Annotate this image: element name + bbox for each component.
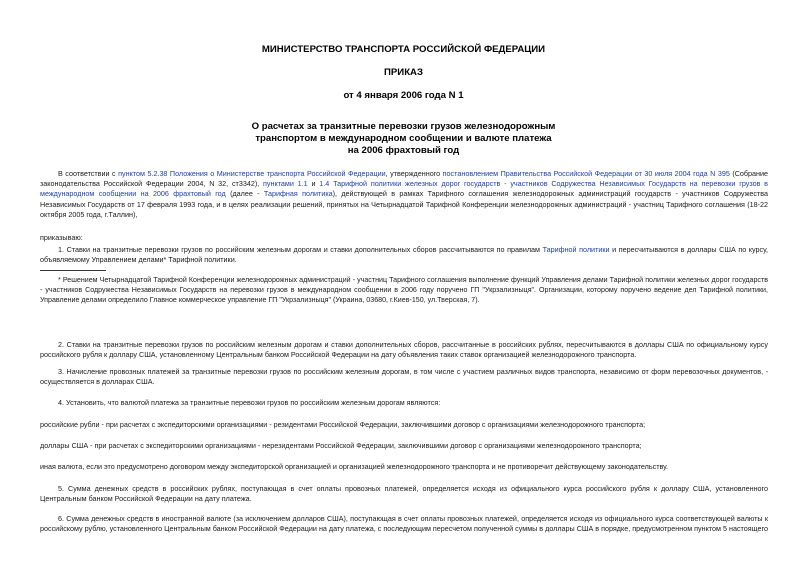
preamble-text: (Собрание законодательства Российской Федерации 2004, N 32, ст3342),: [40, 169, 769, 189]
document-type: ПРИКАЗ: [384, 67, 423, 78]
paragraph-2: 2. Ставки на транзитные перевозки грузов по российским железным дорогам и ставки дополнительных сборов, рассчитанные в российских рублях, пересчитываются в доллары США по официальному курсу российского рубля к доллару США, установленному Центральным банком Российской Федерации на дату объявления таких ставок организацией железнодорожного транспорта.: [40, 340, 768, 360]
paragraph-4: 4. Установить, что валютой платежа за транзитные перевозки грузов по российским железным дорогам являются:: [58, 398, 441, 407]
footnote: * Решением Четырнадцатой Тарифной Конференции железнодорожных администраций - участниц Тарифного соглашения выполнение функций Управления делами Тарифной политики железных дорог государств - участников Содружества Независимых Государств на перевозки грузов в международном сообщении в 2006 году поручено ГП "Укрзализныця". Организации, которому поручено ведение дел Тарифной политики, Управление делами определило Главное коммерческое управление ГП "Укрзализныця" (Украина, 03680, г.Киев-150, ул.Тверская, 7).: [40, 276, 768, 305]
paragraph-6: 6. Сумма денежных средств в иностранной валюте (за исключением долларов США), поступающая в счет оплаты провозных платежей, определяется исходя из официального курса соответствующей валюты к российскому рублю, установленного Центральным банком Российской Федерации на дату платежа, с последующим пересчетом полученной суммы в доллары США в порядке, предусмотренном пунктом 5 настоящего: [40, 514, 768, 534]
paragraph-text: 1. Ставки на транзитные перевозки грузов по российским железным дорогам и ставки дополнительных сборов рассчитываются по правилам: [58, 245, 543, 254]
document-date-number: от 4 января 2006 года N 1: [343, 90, 464, 101]
link-tariff-policy[interactable]: Тарифной политики: [542, 245, 610, 254]
paragraph-4-item: российские рубли - при расчетах с экспедиторскими организациями - резидентами Российской Федерации, заключившими договор с организациями железнодорожного транспорта;: [40, 420, 646, 429]
order-word: приказываю:: [40, 233, 83, 242]
preamble-text: и: [307, 179, 320, 189]
paragraph-5: 5. Сумма денежных средств в российских рублях, поступающая в счет оплаты провозных платежей, определяется исходя из официального курса российского рубля к доллару США, установленного Центральным банком Российской Федерации на дату платежа.: [40, 484, 768, 504]
subject-line: О расчетах за транзитные перевозки грузов железнодорожным: [251, 121, 556, 132]
paragraph-4-item: иная валюта, если это предусмотрено договором между экспедиторской организацией и организацией железнодорожного транспорта и не противоречит действующему законодательству.: [40, 462, 669, 471]
paragraph-text: и пересчитываются в доллары США по курсу, объявляемому Управлением делами* Тарифной политики.: [40, 245, 768, 265]
paragraph-4-item: доллары США - при расчетах с экспедиторскими организациями - нерезидентами Российской Федерации, заключившими договор с организациями железнодорожного транспорта;: [40, 441, 642, 450]
link-points-1-1[interactable]: пунктами 1.1: [263, 179, 308, 189]
paragraph-3: 3. Начисление провозных платежей за транзитные перевозки грузов по российским железным дорогам, в том числе с участием различных видов транспорта, независимо от форм перевозочных документов, - осуществляется в долларах США.: [40, 367, 768, 387]
ministry-heading: МИНИСТЕРСТВО ТРАНСПОРТА РОССИЙСКОЙ ФЕДЕРАЦИИ: [261, 44, 546, 55]
preamble-text: (далее -: [225, 189, 264, 199]
link-tariff-policy[interactable]: Тарифная политика: [263, 189, 333, 199]
preamble-text: ), действующей в рамках Тарифного соглашения железнодорожных администраций государств - участников Содружества Независимых Государств от 17 февраля 1993 года, и в целях реализации решений, принятых на Четырнадцатой Тарифной Конференции железнодорожных администраций - участниц Тарифного соглашения (18-22 октября 2005 года, г.Таллин),: [40, 189, 768, 219]
footnote-divider: [40, 270, 106, 271]
preamble-text: В соответствии с: [58, 169, 119, 178]
link-ministry-regulation[interactable]: пунктом 5.2.38 Положения о Министерстве транспорта Российской Федерации: [118, 169, 386, 178]
link-government-decree[interactable]: постановлением Правительства Российской Федерации от 30 июля 2004 года N 395: [442, 169, 730, 178]
subject-line: транспортом в международном сообщении и валюте платежа: [255, 132, 552, 144]
document-subject: [0, 121, 807, 157]
preamble-text: , утвержденного: [385, 169, 443, 178]
paragraph-1: [40, 245, 768, 265]
preamble-paragraph: [40, 169, 768, 220]
subject-line: на 2006 фрахтовый год: [347, 144, 460, 156]
link-tariff-policy-1-4[interactable]: 1.4 Тарифной политики железных дорог государств - участников Содружества Независимых Государств на перевозки грузов в международном сообщении на 2006 фрахтовый год: [40, 179, 768, 199]
